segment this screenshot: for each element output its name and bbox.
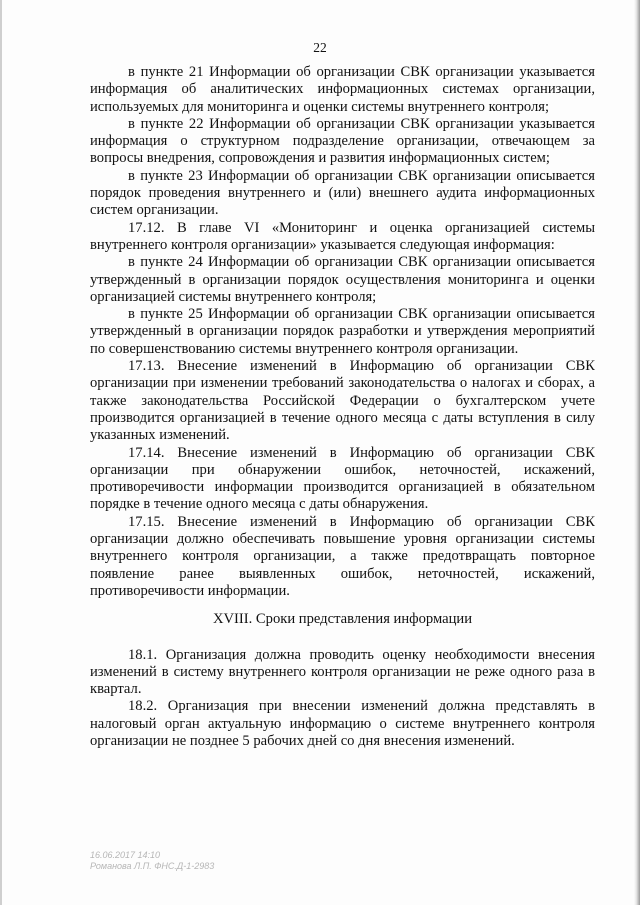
paragraph-17-14: 17.14. Внесение изменений в Информацию об организации СВК организации при обнаружении ошибок, неточностей, искажений, противоречивости информации производится организацией в обязательном порядке в течение одного месяца с даты обнаружения.	[90, 444, 595, 513]
footer-stamp	[90, 850, 214, 872]
paragraph-item-24: в пункте 24 Информации об организации СВК организации описывается утвержденный в организации порядок осуществления мониторинга и оценки организацией системы внутреннего контроля;	[90, 254, 595, 305]
paragraph-item-23: в пункте 23 Информации об организации СВК организации описывается порядок проведения внутреннего и (или) внешнего аудита информационных систем организации.	[90, 167, 595, 219]
page-left-edge	[0, 0, 2, 905]
paragraph-17-15: 17.15. Внесение изменений в Информацию об организации СВК организации должно обеспечивать повышение уровня организации системы внутреннего контроля организации, а также предотвращать повторное появление ранее выявленных ошибок, неточностей, искажений, противоречивости информации.	[90, 513, 595, 599]
document-body	[90, 64, 595, 750]
page-right-edge-shadow	[634, 0, 640, 905]
page-number: 22	[313, 40, 327, 55]
paragraph-item-25: в пункте 25 Информации об организации СВК организации описывается утвержденный в организации порядок разработки и утверждения мероприятий по совершенствованию системы внутреннего контроля организации.	[90, 306, 595, 357]
paragraph-item-22: в пункте 22 Информации об организации СВК организации указывается информация о структурном подразделение организации, отвечающем за вопросы внедрения, сопровождения и развития информационных систем;	[90, 115, 595, 167]
section-heading: XVIII. Сроки представления информации	[212, 611, 473, 628]
paragraph-item-21: в пункте 21 Информации об организации СВК организации указывается информация об аналитических информационных системах организации, используемых для мониторинга и оценки системы внутреннего контроля;	[90, 64, 595, 115]
paragraph-18-2: 18.2. Организация при внесении изменений должна представлять в налоговый орган актуальную информацию о системе внутреннего контроля организации не позднее 5 рабочих дней со дня внесения изменений.	[90, 698, 595, 749]
paragraph-18-1: 18.1. Организация должна проводить оценку необходимости внесения изменений в систему внутреннего контроля организации не реже одного раза в квартал.	[90, 646, 595, 698]
paragraph-17-13: 17.13. Внесение изменений в Информацию об организации СВК организации при изменении требований законодательства о налогах и сборах, а также законодательства Российской Федерации о бухгалтерском учете производится организацией в течение одного месяца с даты вступления в силу указанных изменений.	[90, 358, 595, 444]
footer-author-ref: Романова Л.П. ФНС.Д-1-2983	[90, 861, 215, 871]
footer-timestamp: 16.06.2017 14:10	[90, 850, 161, 860]
paragraph-17-12: 17.12. В главе VI «Мониторинг и оценка организацией системы внутреннего контроля организации» указывается следующая информация:	[90, 219, 595, 253]
